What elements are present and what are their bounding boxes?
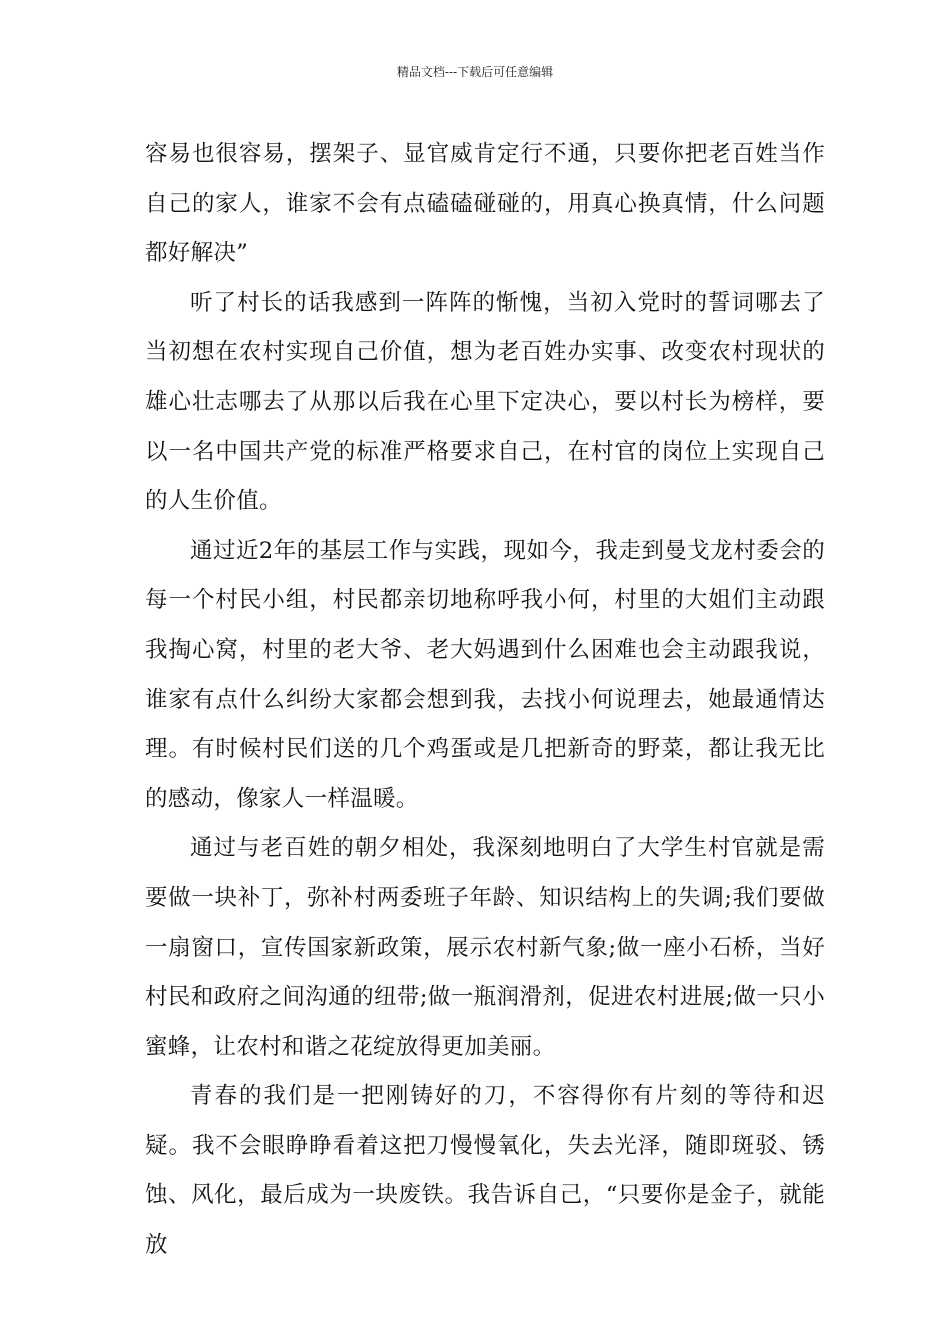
paragraph-2: 听了村长的话我感到一阵阵的惭愧，当初入党时的誓词哪去了当初想在农村实现自己价值，想为老百姓办实事、改变农村现状的雄心壮志哪去了从那以后我在心里下定决心，要以村长为榜样，要以一名中国共产党的标准严格要求自己，在村官的岗位上实现自己的人生价值。: [145, 289, 825, 515]
paragraph-3: 通过近2年的基层工作与实践，现如今，我走到曼戈龙村委会的每一个村民小组，村民都亲切地称呼我小何，村里的大姐们主动跟我掏心窝，村里的老大爷、老大妈遇到什么困难也会主动跟我说，谁家有点什么纠纷大家都会想到我，去找小何说理去，她最通情达理。有时候村民们送的几个鸡蛋或是几把新奇的野菜，都让我无比的感动，像家人一样温暖。: [145, 537, 825, 812]
document-body: [145, 130, 825, 1271]
paragraph-5: 青春的我们是一把刚铸好的刀，不容得你有片刻的等待和迟疑。我不会眼睁睁看着这把刀慢慢氧化，失去光泽，随即斑驳、锈蚀、风化，最后成为一块废铁。我告诉自己，“只要你是金子，就能放: [145, 1083, 825, 1259]
paragraph-1: 容易也很容易，摆架子、显官威肯定行不通，只要你把老百姓当作自己的家人，谁家不会有点磕磕碰碰的，用真心换真情，什么问题都好解决”: [145, 141, 825, 267]
page-header: 精品文档---下载后可任意编辑: [396, 65, 554, 79]
paragraph-4: 通过与老百姓的朝夕相处，我深刻地明白了大学生村官就是需要做一块补丁，弥补村两委班子年龄、知识结构上的失调;我们要做一扇窗口，宣传国家新政策，展示农村新气象;做一座小石桥，当好村民和政府之间沟通的纽带;做一瓶润滑剂，促进农村进展;做一只小蜜蜂，让农村和谐之花绽放得更加美丽。: [145, 835, 825, 1060]
